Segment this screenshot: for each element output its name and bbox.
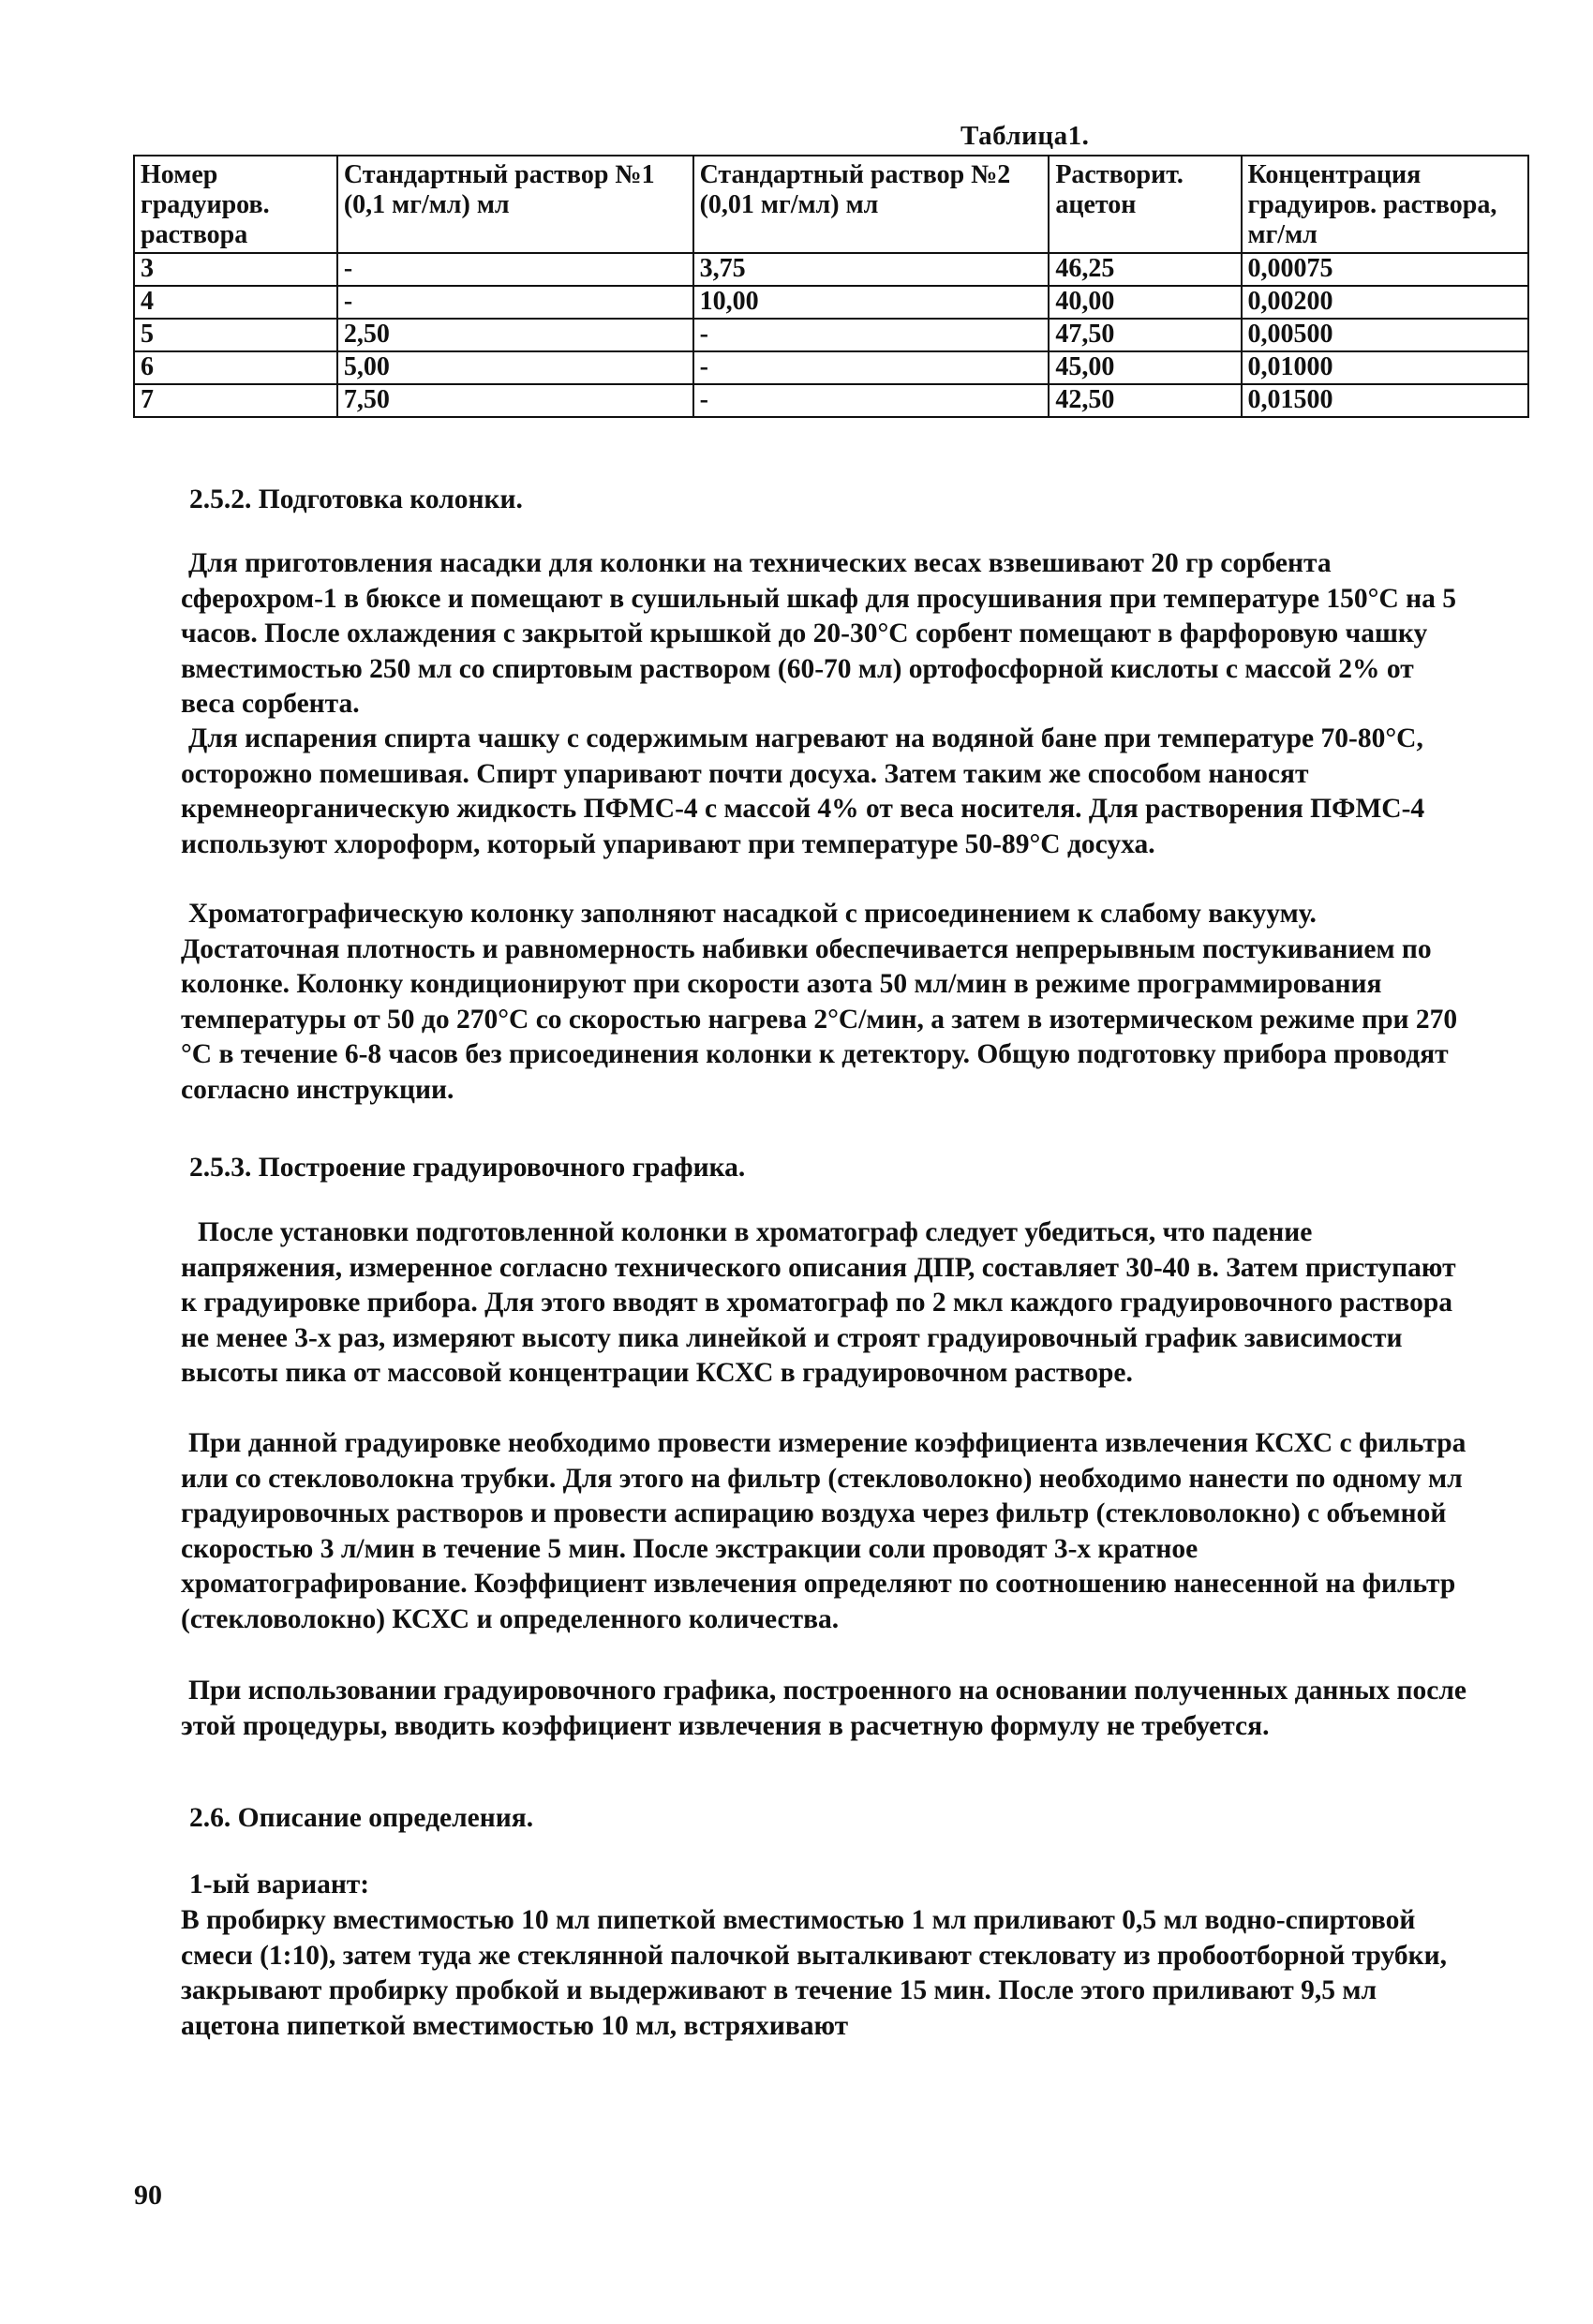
table-cell: 10,00 <box>693 286 1050 319</box>
section-heading-column-prep: 2.5.2. Подготовка колонки. <box>189 484 523 514</box>
table-cell: 40,00 <box>1049 286 1241 319</box>
paragraph-column-conditioning: Хроматографическую колонку заполняют насадкой с присоединением к слабому вакууму. Достаточная плотность и равномерность набивки обеспечивается непрерывным постукиванием по колонке. Колонку кондиционируют при скорости азота 50 мл/мин в режиме программирования температуры от 50 до 270°С со скоростью нагрева 2°С/мин, а затем в изотермическом режиме при 270 °С в течение 6-8 часов без присоединения колонки к детектору. Общую подготовку прибора проводят согласно инструкции. <box>181 899 1458 1105</box>
table-cell: 3 <box>134 253 337 286</box>
paragraph-variant-1: В пробирку вместимостью 10 мл пипеткой вместимостью 1 мл приливают 0,5 мл водно-спиртовой смеси (1:10), затем туда же стеклянной палочкой выталкивают стекловату из пробоотборной трубки, закрывают пробирку пробкой и выдерживают в течение 15 мин. После этого приливают 9,5 мл ацетона пипеткой вместимостью 10 мл, встряхивают <box>181 1905 1447 2041</box>
paragraph-calibration-start: После установки подготовленной колонки в хроматограф следует убедиться, что падение напряжения, измеренное согласно технического описания ДПР, составляет 30-40 в. Затем приступают к градуировке прибора. Для этого вводят в хроматограф по 2 мкл каждого градуировочного раствора не менее 3-х раз, измеряют высоту пика линейкой и строят градуировочный график зависимости высоты пика от массовой концентрации КСХС в градуировочном растворе. <box>181 1217 1456 1388</box>
table-row <box>134 286 1528 319</box>
table-cell: 0,00075 <box>1242 253 1528 286</box>
table-cell: 7 <box>134 384 337 417</box>
section-heading-determination: 2.6. Описание определения. <box>189 1803 534 1833</box>
table-row <box>134 319 1528 351</box>
table-cell: - <box>693 351 1050 384</box>
header-solvent-acetone: Растворит. ацетон <box>1049 156 1241 253</box>
header-standard-solution-2: Стандартный раствор №2 (0,01 мг/мл) мл <box>693 156 1050 253</box>
table-cell: 3,75 <box>693 253 1050 286</box>
table-cell: 6 <box>134 351 337 384</box>
table-cell: 47,50 <box>1049 319 1241 351</box>
paragraph-extraction-coefficient: При данной градуировке необходимо провести измерение коэффициента извлечения КСХС с фильтра или со стекловолокна трубки. Для этого на фильтр (стекловолокно) необходимо нанести по одному мл градуировочных растворов и провести аспирацию воздуха через фильтр (стекловолокно) с объемной скоростью 3 л/мин в течение 5 мин. После экстракции соли проводят 3-х кратное хроматографирование. Коэффициент извлечения определяют по соотношению нанесенной на фильтр (стекловолокно) КСХС и определенного количества. <box>181 1428 1466 1634</box>
table-cell: 7,50 <box>337 384 693 417</box>
table-cell: 0,00200 <box>1242 286 1528 319</box>
table-cell: - <box>693 384 1050 417</box>
table-cell: 0,01500 <box>1242 384 1528 417</box>
table-row <box>134 351 1528 384</box>
table-header-row <box>134 156 1528 253</box>
table-row <box>134 253 1528 286</box>
table-caption: Таблица1. <box>960 121 1090 151</box>
table-cell: - <box>337 253 693 286</box>
calibration-table <box>133 155 1529 418</box>
header-standard-solution-1: Стандартный раствор №1 (0,1 мг/мл) мл <box>337 156 693 253</box>
table-cell: 4 <box>134 286 337 319</box>
table-cell: 42,50 <box>1049 384 1241 417</box>
header-solution-number: Номер градуиров. раствора <box>134 156 337 253</box>
paragraph-calibration-usage: При использовании градуировочного графика, построенного на основании полученных данных после этой процедуры, вводить коэффициент извлечения в расчетную формулу не требуется. <box>181 1676 1466 1741</box>
page-number: 90 <box>134 2180 162 2211</box>
paragraph-sorbent-prep: Для приготовления насадки для колонки на технических весах взвешивают 20 гр сорбента сферохром-1 в бюксе и помещают в сушильный шкаф для просушивания при температуре 150°С на 5 часов. После охлаждения с закрытой крышкой до 20-30°С сорбент помещают в фарфоровую чашку вместимостью 250 мл со спиртовым раствором (60-70 мл) ортофосфорной кислоты с массой 2% от веса сорбента. <box>181 548 1457 719</box>
table-cell: 46,25 <box>1049 253 1241 286</box>
header-concentration: Концентрация градуиров. раствора, мг/мл <box>1242 156 1528 253</box>
table-cell: - <box>693 319 1050 351</box>
table-cell: 5 <box>134 319 337 351</box>
table-cell: 5,00 <box>337 351 693 384</box>
table-cell: 0,01000 <box>1242 351 1528 384</box>
table-cell: 0,00500 <box>1242 319 1528 351</box>
table-row <box>134 384 1528 417</box>
section-heading-calibration: 2.5.3. Построение градуировочного графика. <box>189 1153 746 1183</box>
table-cell: 2,50 <box>337 319 693 351</box>
paragraph-alcohol-evaporation: Для испарения спирта чашку с содержимым нагревают на водяной бане при температуре 70-80°С, осторожно помешивая. Спирт упаривают почти досуха. Затем таким же способом наносят кремнеорганическую жидкость ПФМС-4 с массой 4% от веса носителя. Для растворения ПФМС-4 используют хлороформ, который упаривают при температуре 50-89°С досуха. <box>181 723 1425 859</box>
table-cell: 45,00 <box>1049 351 1241 384</box>
variant-label: 1-ый вариант: <box>189 1870 370 1899</box>
table-cell: - <box>337 286 693 319</box>
